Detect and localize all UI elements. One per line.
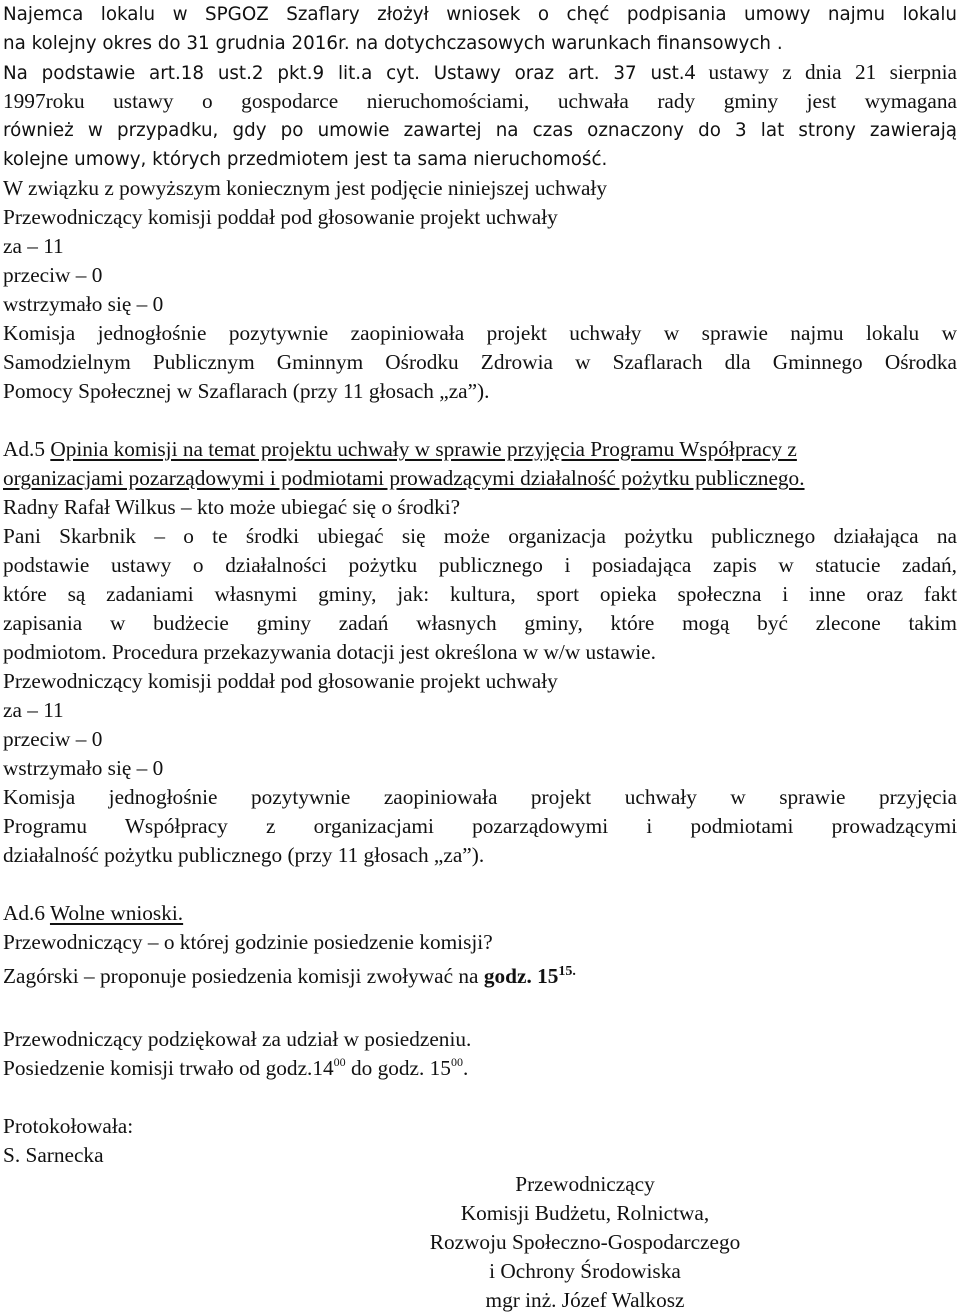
text-line: Programu Współpracy z organizacjami pozarządowymi i podmiotami prowadzącymi <box>3 814 957 838</box>
signature-committee: Komisji Budżetu, Rolnictwa, <box>460 1201 710 1225</box>
text-segment: do godz. 15 <box>345 1056 451 1080</box>
agenda-item-5-heading <box>3 435 957 464</box>
time-superscript: 00 <box>333 1054 346 1069</box>
agenda-item-number: Ad.6 <box>3 901 50 925</box>
agenda-item-title-continued: organizacjami pozarządowymi i podmiotami prowadzącymi działalność pożytku publicznego. <box>3 466 805 490</box>
text-line <box>3 58 957 87</box>
text-segment: Na podstawie art.18 ust.2 pkt.9 lit.a cyt. Ustawy oraz art. 37 ust. <box>3 63 685 84</box>
text-segment: Zagórski – proponuje posiedzenia komisji zwoływać na <box>3 964 484 988</box>
signature-name: mgr inż. Józef Walkosz <box>485 1288 685 1312</box>
text-line: Komisja jednogłośnie pozytywnie zaopiniowała projekt uchwały w sprawie przyjęcia <box>3 785 957 809</box>
text-line: Radny Rafał Wilkus – kto może ubiegać się o środki? <box>3 495 461 519</box>
text-line: Przewodniczący komisji poddał pod głosowanie projekt uchwały <box>3 205 558 229</box>
text-line: również w przypadku, gdy po umowie zawartej na czas oznaczony do 3 lat strony zawierają <box>3 120 957 141</box>
text-line: Pani Skarbnik – o te środki ubiegać się może organizacja pożytku publicznego działająca na <box>3 524 957 548</box>
text-line: kolejne umowy, których przedmiotem jest ta sama nieruchomość. <box>3 149 608 170</box>
vote-for: za – 11 <box>3 698 64 722</box>
signature-committee: i Ochrony Środowiska <box>489 1259 681 1283</box>
vote-abstain: wstrzymało się – 0 <box>3 292 164 316</box>
text-line: które są zadaniami własnymi gminy, jak: kultura, sport opieka społeczna i inne oraz fakt <box>3 582 957 606</box>
vote-for: za – 11 <box>3 234 64 258</box>
text-segment: . <box>462 1056 469 1080</box>
vote-against: przeciw – 0 <box>3 727 103 751</box>
recorder-label: Protokołowała: <box>3 1114 134 1138</box>
text-line <box>3 1054 957 1083</box>
text-line: Komisja jednogłośnie pozytywnie zaopiniowała projekt uchwały w sprawie najmu lokalu w <box>3 321 957 345</box>
text-line: Pomocy Społecznej w Szaflarach (przy 11 głosach „za”). <box>3 379 490 403</box>
text-line: podstawie ustawy o działalności pożytku publicznego i posiadająca zapis w statucie zadań, <box>3 553 957 577</box>
time-superscript: 00 <box>450 1054 463 1069</box>
text-line: działalność pożytku publicznego (przy 11 głosach „za”). <box>3 843 485 867</box>
agenda-item-number: Ad.5 <box>3 437 51 461</box>
text-line: Samodzielnym Publicznym Gminnym Ośrodku Zdrowia w Szaflarach dla Gminnego Ośrodka <box>3 350 957 374</box>
agenda-item-6-heading <box>3 899 957 928</box>
text-line <box>3 962 957 991</box>
agenda-item-title: Opinia komisji na temat projektu uchwały w sprawie przyjęcia Programu Współpracy z <box>50 437 797 461</box>
signature-title: Przewodniczący <box>515 1172 655 1196</box>
time-superscript: 15. <box>558 963 576 979</box>
text-line: 1997roku ustawy o gospodarce nieruchomościami, uchwała rady gminy jest wymagana <box>3 89 957 113</box>
text-segment: 4 ustawy z dnia 21 sierpnia <box>684 60 957 84</box>
vote-abstain: wstrzymało się – 0 <box>3 756 164 780</box>
text-line: na kolejny okres do 31 grudnia 2016r. na dotychczasowych warunkach finansowych . <box>3 33 783 54</box>
text-line: Najemca lokalu w SPGOZ Szaflary złożył wniosek o chęć podpisania umowy najmu lokalu <box>3 4 957 25</box>
agenda-item-title: Wolne wnioski. <box>49 901 184 925</box>
time-value: godz. 15 <box>483 964 559 988</box>
signature-committee: Rozwoju Społeczno-Gospodarczego <box>429 1230 741 1254</box>
vote-against: przeciw – 0 <box>3 263 103 287</box>
text-line: podmiotom. Procedura przekazywania dotacji jest określona w w/w ustawie. <box>3 640 656 664</box>
text-line: Przewodniczący podziękował za udział w posiedzeniu. <box>3 1027 472 1051</box>
recorder-name: S. Sarnecka <box>3 1143 104 1167</box>
text-line: zapisania w budżecie gminy zadań własnych gminy, które mogą być zlecone takim <box>3 611 957 635</box>
text-line: Przewodniczący komisji poddał pod głosowanie projekt uchwały <box>3 669 558 693</box>
text-line: Przewodniczący – o której godzinie posiedzenie komisji? <box>3 930 493 954</box>
text-segment: Posiedzenie komisji trwało od godz.14 <box>3 1056 334 1080</box>
text-line: W związku z powyższym koniecznym jest podjęcie niniejszej uchwały <box>3 176 607 200</box>
